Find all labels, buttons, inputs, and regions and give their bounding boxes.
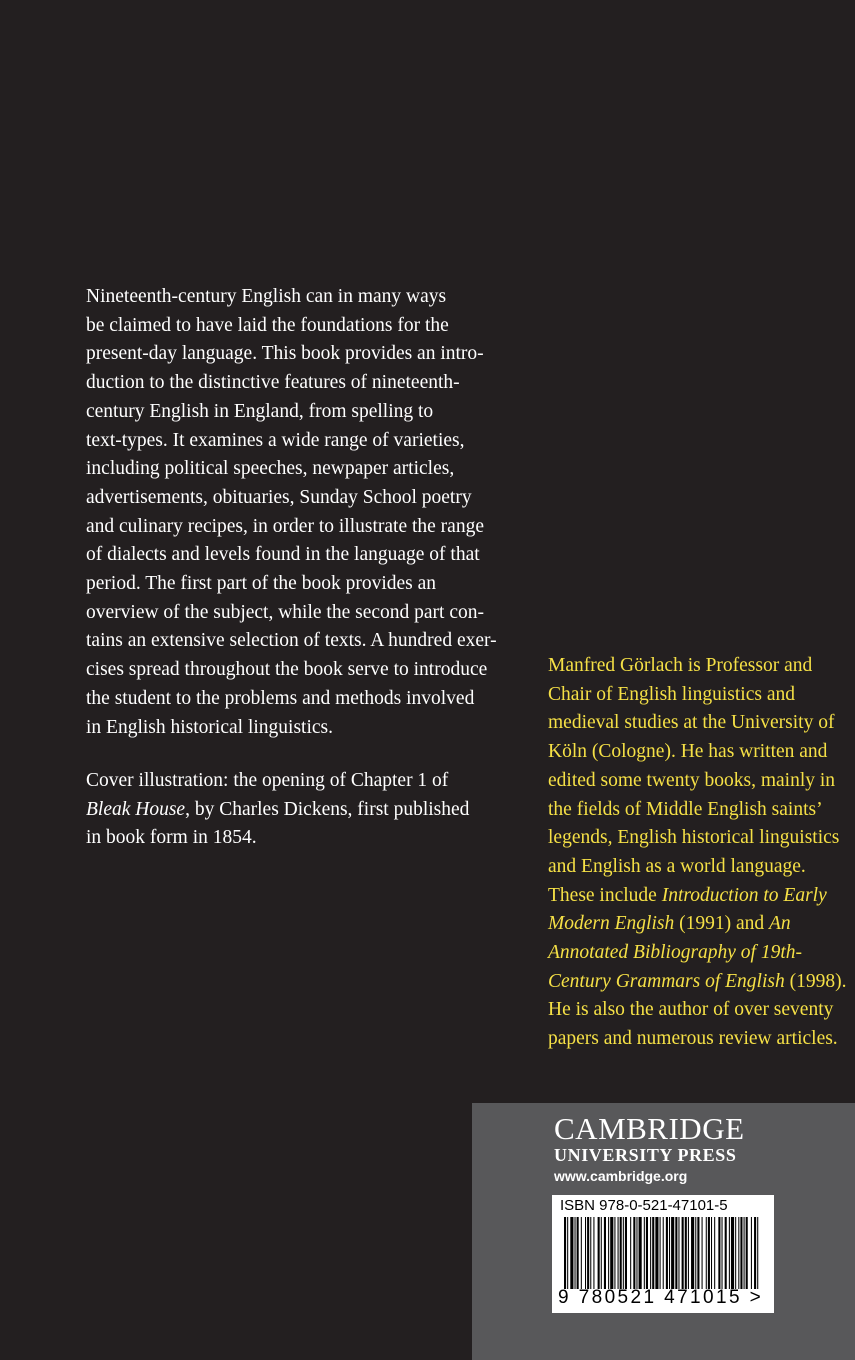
barcode-bar	[671, 1217, 674, 1289]
description-line: century English in England, from spelling to	[86, 400, 434, 422]
barcode-bar	[722, 1217, 723, 1289]
barcode-bar	[688, 1217, 689, 1289]
barcode-bar	[604, 1217, 606, 1289]
description-line: present-day language. This book provides an intro-	[86, 343, 484, 365]
bio-text: These include	[548, 884, 662, 906]
cover-illustration-note	[86, 767, 526, 853]
barcode-bar	[744, 1217, 745, 1289]
barcode-bar	[725, 1217, 727, 1289]
publisher-url: www.cambridge.org	[554, 1168, 688, 1184]
barcode-bar	[577, 1217, 579, 1289]
description-line: including political speeches, newpaper articles,	[86, 458, 455, 480]
barcode-bar	[598, 1217, 600, 1289]
barcode-bar	[608, 1217, 609, 1289]
bio-book-title: Century Grammars of English	[548, 970, 785, 992]
bio-line: Chair of English linguistics and	[548, 683, 795, 705]
barcode-bar	[691, 1217, 694, 1289]
barcode-bar	[567, 1217, 568, 1289]
description-line: be claimed to have laid the foundations for the	[86, 314, 449, 336]
barcode-bar	[706, 1217, 707, 1289]
isbn-label: ISBN 978-0-521-47101-5	[560, 1197, 728, 1214]
barcode-bar	[623, 1217, 624, 1289]
cover-note-text: , by Charles Dickens, first published	[185, 798, 470, 820]
barcode-bar	[581, 1217, 582, 1289]
barcode-bar	[675, 1217, 677, 1289]
barcode-bar	[702, 1217, 703, 1289]
description-line: in English historical linguistics.	[86, 716, 333, 738]
barcode-bar	[614, 1217, 615, 1289]
barcode-bars-icon	[560, 1217, 762, 1289]
barcode-bar	[585, 1217, 586, 1289]
barcode-bar	[708, 1217, 710, 1289]
description-line: and culinary recipes, in order to illustrate the range	[86, 515, 484, 537]
barcode-bar	[564, 1217, 566, 1289]
barcode-bar	[729, 1217, 730, 1289]
barcode-bar	[630, 1217, 631, 1289]
barcode-bar	[669, 1217, 670, 1289]
cover-note-line	[86, 796, 526, 825]
bio-line: Köln (Cologne). He has written and	[548, 741, 828, 763]
bio-line: Manfred Görlach is Professor and	[548, 655, 813, 676]
bio-line: He is also the author of over seventy	[548, 999, 834, 1021]
barcode-bar	[593, 1217, 594, 1289]
barcode-bar	[754, 1217, 756, 1289]
description-line: text-types. It examines a wide range of varieties,	[86, 429, 465, 451]
barcode-bar	[636, 1217, 637, 1289]
barcode-bar	[646, 1217, 648, 1289]
description-line: Nineteenth-century English can in many ways	[86, 286, 447, 307]
bio-line	[548, 882, 853, 911]
bio-line: the fields of Middle English saints’	[548, 798, 823, 820]
cover-book-title: Bleak House	[86, 798, 186, 820]
description-line: of dialects and levels found in the language of that	[86, 544, 480, 566]
barcode-bar	[666, 1217, 668, 1289]
barcode-bar	[633, 1217, 635, 1289]
barcode-bar	[678, 1217, 679, 1289]
barcode-bar	[697, 1217, 699, 1289]
barcode-bar	[695, 1217, 696, 1289]
barcode-bar	[660, 1217, 661, 1289]
barcode-bar	[714, 1217, 715, 1289]
cover-note-line: in book form in 1854.	[86, 827, 257, 849]
barcode-bar	[655, 1217, 658, 1289]
barcode-bar	[751, 1217, 752, 1289]
bio-line	[548, 939, 853, 968]
barcode-digits: 9 780521 471015 >	[558, 1287, 764, 1308]
barcode-bar	[685, 1217, 687, 1289]
bio-line	[548, 910, 853, 939]
bio-text: (1991) and	[674, 913, 769, 935]
barcode	[552, 1195, 774, 1313]
publisher-subtitle: UNIVERSITY PRESS	[554, 1145, 737, 1165]
barcode-bar	[682, 1217, 684, 1289]
bio-line: papers and numerous review articles.	[548, 1028, 838, 1050]
description-line: tains an extensive selection of texts. A hundred exer-	[86, 630, 497, 652]
barcode-bar	[618, 1217, 619, 1289]
description-line: the student to the problems and methods involved	[86, 687, 475, 709]
bio-book-title: Annotated Bibliography of 19th-	[548, 942, 803, 964]
barcode-bar	[601, 1217, 602, 1289]
bio-line	[548, 968, 853, 997]
bio-line: legends, English historical linguistics	[548, 827, 840, 849]
barcode-bar	[575, 1217, 576, 1289]
bio-text: (1998).	[784, 970, 847, 992]
bio-book-title: Modern English	[548, 913, 675, 935]
barcode-bar	[610, 1217, 613, 1289]
description-line: period. The first part of the book provides an	[86, 573, 437, 595]
bio-line: medieval studies at the University of	[548, 712, 835, 734]
barcode-bar	[620, 1217, 622, 1289]
book-description	[86, 283, 526, 742]
barcode-bar	[731, 1217, 734, 1289]
barcode-bar	[735, 1217, 736, 1289]
barcode-bar	[650, 1217, 651, 1289]
publisher-panel	[472, 1103, 855, 1360]
bio-line: and English as a world language.	[548, 855, 806, 877]
barcode-bar	[757, 1217, 758, 1289]
barcode-bar	[746, 1217, 748, 1289]
barcode-bar	[590, 1217, 591, 1289]
description-line: advertisements, obituaries, Sunday School poetry	[86, 486, 472, 508]
barcode-bar	[639, 1217, 642, 1289]
description-paragraph	[86, 283, 526, 742]
bio-book-title: An	[768, 913, 791, 935]
barcode-bar	[718, 1217, 720, 1289]
barcode-bar	[652, 1217, 654, 1289]
barcode-bar	[570, 1217, 573, 1289]
barcode-bar	[644, 1217, 645, 1289]
bio-book-title: Introduction to Early	[661, 884, 827, 906]
barcode-bar	[711, 1217, 712, 1289]
barcode-bar	[740, 1217, 742, 1289]
author-biography	[548, 652, 853, 1054]
description-line: cises spread throughout the book serve to introduce	[86, 659, 488, 681]
cover-note-line: Cover illustration: the opening of Chapter 1 of	[86, 770, 449, 791]
barcode-bar	[625, 1217, 627, 1289]
publisher-name: CAMBRIDGE	[554, 1111, 745, 1146]
description-line: duction to the distinctive features of nineteenth-	[86, 372, 460, 394]
barcode-bar	[663, 1217, 664, 1289]
barcode-bar	[587, 1217, 589, 1289]
barcode-bar	[738, 1217, 739, 1289]
bio-line: edited some twenty books, mainly in	[548, 769, 836, 791]
description-line: overview of the subject, while the second part con-	[86, 601, 484, 623]
